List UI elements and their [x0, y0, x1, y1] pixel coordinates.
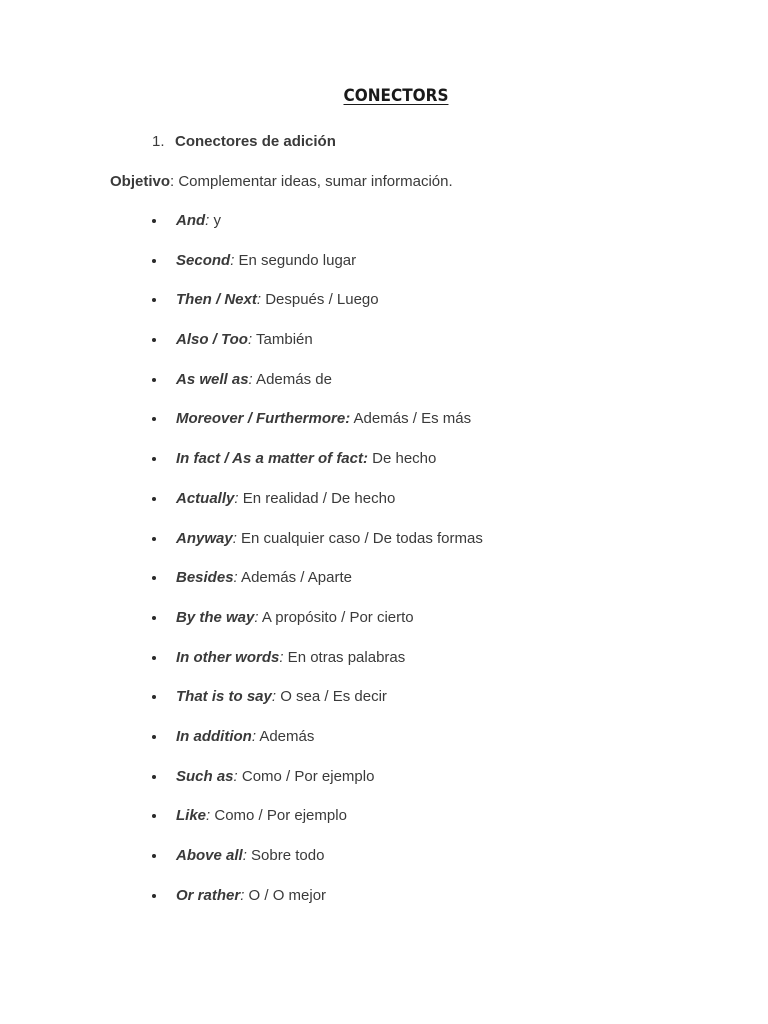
list-item: [0, 211, 768, 251]
list-item-entry: [176, 409, 471, 429]
connector-meaning: También: [252, 331, 313, 349]
list-item: [0, 767, 768, 807]
bullet-icon: [152, 616, 156, 620]
connector-meaning: O / O mejor: [244, 886, 327, 904]
list-item: [0, 529, 768, 569]
list-item: [0, 290, 768, 330]
list-item-entry: [176, 648, 405, 668]
section-heading: [152, 133, 336, 150]
bullet-icon: [152, 894, 156, 898]
list-item: [0, 330, 768, 370]
list-item: [0, 568, 768, 608]
list-item-entry: [176, 608, 414, 628]
list-item-entry: [176, 449, 436, 469]
bullet-icon: [152, 417, 156, 421]
connector-term: In addition: [176, 727, 252, 745]
list-item-entry: [176, 886, 326, 906]
list-item-entry: [176, 687, 387, 707]
list-item: [0, 449, 768, 489]
list-item-entry: [176, 290, 379, 310]
list-item: [0, 409, 768, 449]
bullet-icon: [152, 735, 156, 739]
connector-meaning: En segundo lugar: [234, 251, 357, 269]
connector-meaning: Después / Luego: [261, 291, 379, 309]
list-item-entry: [176, 370, 332, 390]
connector-separator: :: [233, 767, 238, 785]
connector-term: Moreover / Furthermore:: [176, 410, 351, 428]
list-item: [0, 370, 768, 410]
bullet-icon: [152, 457, 156, 461]
bullet-icon: [152, 497, 156, 501]
connector-separator: :: [230, 251, 235, 269]
connector-separator: :: [240, 886, 245, 904]
list-item-entry: [176, 767, 374, 787]
list-item: [0, 608, 768, 648]
list-item-entry: [176, 211, 221, 231]
list-item: [0, 806, 768, 846]
list-item: [0, 489, 768, 529]
connector-term: Then / Next: [176, 291, 257, 309]
connector-separator: :: [248, 370, 253, 388]
connector-meaning: Además / Es más: [350, 410, 472, 428]
section-number: 1.: [152, 133, 165, 150]
connector-term: That is to say: [176, 688, 272, 706]
section-heading-text: Conectores de adición: [175, 133, 336, 150]
connector-meaning: Además de: [252, 370, 332, 388]
connector-term: Such as: [176, 767, 234, 785]
list-item: [0, 251, 768, 291]
connector-term: And: [176, 212, 206, 229]
connector-meaning: En cualquier caso / De todas formas: [236, 529, 483, 547]
bullet-icon: [152, 814, 156, 818]
list-item: [0, 727, 768, 767]
page-title: CONECTORS: [343, 86, 449, 106]
connector-separator: :: [233, 569, 238, 587]
bullet-icon: [152, 219, 156, 223]
bullet-icon: [152, 378, 156, 382]
bullet-icon: [152, 695, 156, 699]
bullet-icon: [152, 656, 156, 660]
connector-meaning: Como / Por ejemplo: [210, 807, 347, 825]
connector-separator: :: [256, 291, 262, 309]
connector-meaning: De hecho: [367, 450, 437, 468]
connector-term: Besides: [176, 569, 234, 587]
connector-meaning: Además: [256, 727, 315, 745]
objective-text: : Complementar ideas, sumar información.: [170, 173, 453, 190]
list-item-entry: [176, 489, 395, 509]
connector-meaning: Sobre todo: [246, 847, 325, 864]
connector-term: Actually: [176, 489, 235, 507]
connector-separator: :: [234, 489, 239, 507]
list-item-entry: [176, 727, 314, 747]
connector-meaning: En otras palabras: [283, 648, 406, 666]
connector-separator: :: [251, 727, 256, 745]
list-item: [0, 687, 768, 727]
connector-meaning: y: [209, 212, 222, 229]
list-item: [0, 846, 768, 886]
connector-separator: :: [232, 529, 237, 547]
connector-meaning: A propósito / Por cierto: [258, 608, 414, 626]
list-item-entry: [176, 330, 313, 350]
connector-meaning: En realidad / De hecho: [238, 489, 396, 507]
connector-term: As well as: [176, 370, 249, 388]
connector-separator: :: [279, 648, 284, 666]
connector-separator: :: [242, 847, 247, 864]
list-item-entry: [176, 529, 483, 549]
bullet-icon: [152, 338, 156, 342]
connector-term: In other words: [176, 648, 280, 666]
connector-separator: :: [271, 688, 277, 706]
connector-separator: :: [247, 331, 253, 349]
connector-meaning: O sea / Es decir: [276, 688, 387, 706]
connector-meaning: Como / Por ejemplo: [237, 767, 375, 785]
bullet-icon: [152, 854, 156, 858]
connector-separator: :: [206, 807, 211, 825]
bullet-icon: [152, 298, 156, 302]
connector-term: Anyway: [176, 529, 233, 547]
connector-meaning: Además / Aparte: [237, 569, 352, 587]
connector-term: Also / Too: [176, 331, 248, 349]
list-item-entry: [176, 568, 352, 588]
bullet-icon: [152, 576, 156, 580]
connector-separator: :: [254, 608, 259, 626]
list-item-entry: [176, 806, 347, 826]
connector-term: Above all: [176, 847, 243, 864]
connector-term: Second: [176, 251, 231, 269]
list-item-entry: [176, 846, 324, 866]
objective-line: [110, 173, 453, 190]
list-item-entry: [176, 251, 356, 271]
connector-term: Like: [176, 807, 207, 825]
objective-label: Objetivo: [110, 173, 171, 190]
bullet-icon: [152, 775, 156, 779]
bullet-icon: [152, 259, 156, 263]
connector-term: By the way: [176, 608, 255, 626]
connector-term: Or rather: [176, 886, 241, 904]
connector-separator: :: [205, 212, 210, 229]
list-item: [0, 648, 768, 688]
bullet-icon: [152, 537, 156, 541]
connector-list: [0, 211, 768, 925]
list-item: [0, 886, 768, 926]
connector-term: In fact / As a matter of fact:: [176, 450, 368, 468]
